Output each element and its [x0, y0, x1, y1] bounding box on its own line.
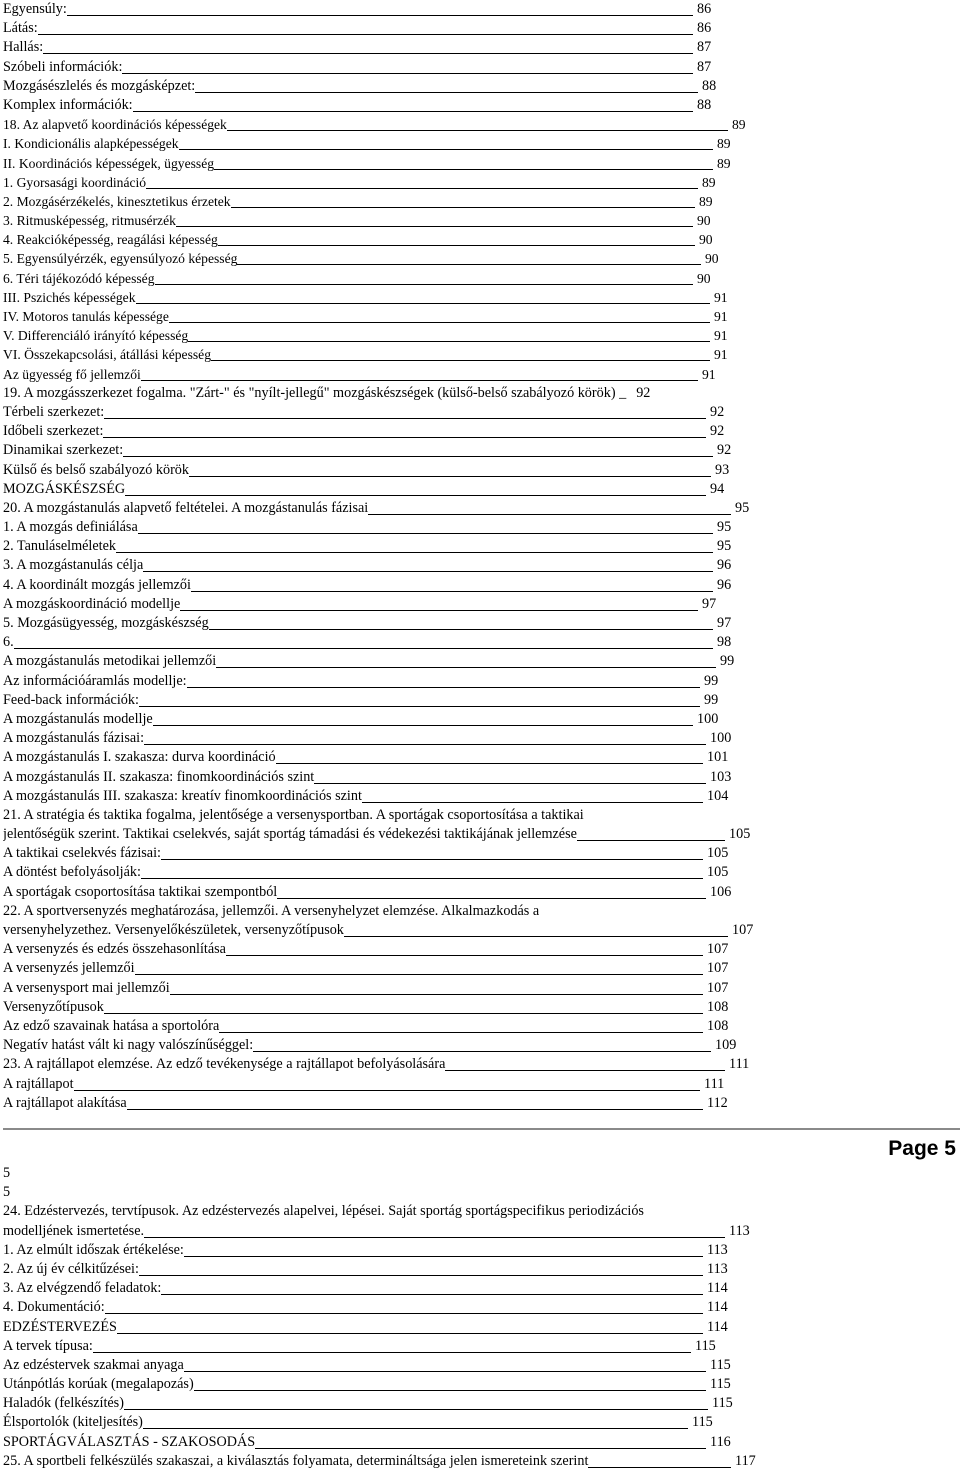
toc-leader-line	[139, 691, 700, 707]
toc-leader-line	[194, 1375, 706, 1391]
toc-leader-line	[143, 556, 713, 572]
toc-entry-title: Haladók (felkészítés)	[3, 1395, 124, 1412]
toc-page-number: 89	[717, 136, 731, 152]
page-number-text: 5	[3, 1184, 11, 1201]
toc-entry-title: 4. Reakcióképesség, reagálási képesség	[3, 232, 218, 248]
toc-entry-title: III. Pszichés képességek	[3, 289, 136, 305]
toc-entry-title: A versenysport mai jellemzői	[3, 979, 170, 996]
toc-leader-line	[231, 192, 695, 208]
toc-entry[interactable]	[3, 710, 960, 729]
toc-page-number: 89	[702, 174, 716, 190]
toc-leader-line	[161, 1279, 703, 1295]
toc-entry-title: I. Kondicionális alapképességek	[3, 136, 179, 152]
toc-page-number: 100	[710, 730, 732, 747]
toc-entry-title: Szóbeli információk:	[3, 58, 123, 75]
toc-entry-title: 6.	[3, 634, 14, 651]
toc-page-number: 91	[714, 309, 728, 324]
toc-entry[interactable]	[3, 1094, 960, 1113]
toc-leader-line	[74, 1075, 700, 1091]
toc-leader-line	[153, 710, 693, 726]
toc-entry[interactable]	[3, 499, 960, 518]
toc-entry-title: versenyhelyzethez. Versenyelőkészületek, versenyzőtípusok	[3, 922, 344, 938]
toc-entry[interactable]	[3, 825, 960, 844]
toc-page-number: 91	[714, 289, 728, 305]
toc-entry-title: Az edzéstervek szakmai anyaga	[3, 1356, 184, 1373]
toc-entry[interactable]	[3, 959, 960, 978]
toc-leader-line	[170, 979, 703, 995]
toc-page-number: 86	[697, 1, 712, 17]
toc-entry-title: 3. Az elvégzendő feladatok:	[3, 1280, 162, 1297]
toc-page-number: 92	[710, 423, 725, 440]
toc-page-number: 90	[697, 213, 711, 229]
toc-entry[interactable]	[3, 998, 960, 1017]
toc-leader-line	[179, 134, 713, 150]
toc-page-number: 100	[697, 710, 719, 727]
toc-entry-title: Egyensúly:	[3, 1, 67, 17]
toc-leader-line	[155, 269, 694, 285]
toc-leader-line	[124, 1394, 708, 1410]
toc-leader-line	[218, 230, 695, 246]
toc-entry[interactable]	[3, 384, 960, 403]
toc-leader-line	[209, 614, 713, 630]
toc-entry[interactable]	[3, 115, 960, 134]
toc-page-number: 107	[707, 979, 729, 996]
toc-entry[interactable]	[3, 1279, 960, 1298]
toc-entry[interactable]	[3, 249, 960, 268]
toc-entry-title-line: 22. A sportversenyzés meghatározása, jellemzői. A versenyhelyzet elemzése. Alkalmazkodás a	[3, 902, 540, 919]
toc-leader-line	[314, 768, 706, 784]
toc-entry-title: A mozgástanulás I. szakasza: durva koordináció	[3, 749, 276, 766]
toc-page-number: 89	[717, 155, 731, 171]
toc-entry[interactable]	[3, 1298, 960, 1317]
toc-entry[interactable]	[3, 422, 960, 441]
toc-entry[interactable]	[3, 883, 960, 902]
toc-leader-line	[189, 461, 711, 477]
toc-leader-line	[116, 537, 713, 553]
toc-leader-line	[255, 1433, 706, 1449]
toc-page-number: 97	[717, 615, 732, 631]
toc-entry-title: Dinamikai szerkezet:	[3, 442, 124, 459]
toc-entry-title: Mozgásészlelés és mozgásképzet:	[3, 77, 196, 94]
toc-entry-title: A sportágak csoportosítása taktikai szempontból	[3, 883, 278, 900]
toc-entry-title: 5. Mozgásügyesség, mozgáskészség	[3, 615, 209, 631]
toc-page-number: 88	[702, 77, 717, 94]
toc-page-number: 93	[715, 461, 730, 478]
toc-entry[interactable]	[3, 1375, 960, 1394]
toc-section-bottom	[3, 1241, 960, 1471]
toc-page-number: 95	[717, 538, 732, 555]
toc-entry-title: A mozgástanulás fázisai:	[3, 730, 145, 747]
toc-entry[interactable]	[3, 1241, 960, 1260]
toc-entry-title: A mozgástanulás modellje	[3, 710, 153, 727]
toc-entry[interactable]	[3, 1260, 960, 1279]
toc-leader-line	[161, 844, 703, 860]
toc-page-number: 114	[707, 1280, 728, 1297]
toc-entry-title: Térbeli szerkezet:	[3, 403, 105, 420]
toc-entry-title: 1. A mozgás definiálása	[3, 519, 138, 536]
toc-page-number: 99	[704, 691, 719, 708]
toc-page-number: 113	[729, 1222, 750, 1239]
toc-leader-line	[67, 0, 693, 16]
toc-leader-line	[226, 940, 703, 956]
toc-entry-title: 2. Tanuláselméletek	[3, 538, 116, 555]
toc-entry-title: Az információáramlás modellje:	[3, 672, 187, 689]
toc-page-number: 101	[707, 749, 729, 766]
toc-leader-line	[135, 959, 703, 975]
toc-page-number: 108	[707, 1017, 729, 1034]
toc-page-number: 104	[707, 787, 729, 804]
toc-page-number: 111	[729, 1056, 750, 1073]
toc-leader-line	[141, 365, 698, 381]
toc-entry[interactable]	[3, 614, 960, 633]
toc-entry[interactable]	[3, 96, 960, 115]
toc-entry-title: jelentőségük szerint. Taktikai cselekvés, saját sportág támadási és védekezési taktikájának jellemzése	[3, 826, 577, 843]
toc-entry-title: Időbeli szerkezet:	[3, 423, 104, 440]
toc-entry-title: A mozgáskoordináció modellje	[3, 595, 181, 612]
toc-entry[interactable]	[3, 595, 960, 614]
toc-leader-line	[214, 154, 713, 170]
toc-page-number: 115	[695, 1337, 716, 1354]
toc-entry-title: modelljének ismertetése.	[3, 1222, 145, 1239]
toc-leader-line	[104, 998, 703, 1014]
toc-leader-line	[362, 787, 703, 803]
toc-leader-line	[117, 1318, 703, 1334]
toc-leader-line	[146, 173, 698, 189]
toc-entry[interactable]	[3, 691, 960, 710]
toc-entry-title: Negatív hatást vált ki nagy valószínűséggel:	[3, 1037, 254, 1054]
toc-entry-title: 20. A mozgástanulás alapvető feltételei. A mozgástanulás fázisai	[3, 499, 369, 516]
toc-entry[interactable]	[3, 1452, 960, 1471]
toc-page-number: 105	[707, 864, 729, 881]
toc-entry-title: Az ügyesség fő jellemzői	[3, 366, 141, 382]
toc-entry-title: Feed-back információk:	[3, 691, 139, 708]
toc-leader-line	[344, 921, 728, 937]
toc-page-number: 105	[707, 845, 729, 862]
toc-entry[interactable]	[3, 77, 960, 96]
toc-entry-title: A rajtállapot	[3, 1075, 74, 1092]
toc-entry-title: 18. Az alapvető koordinációs képességek	[3, 117, 227, 133]
toc-entry[interactable]	[3, 979, 960, 998]
toc-entry-title: Utánpótlás korúak (megalapozás)	[3, 1376, 194, 1393]
toc-leader-line	[136, 288, 711, 304]
toc-entry-title: Élsportolók (kiteljesítés)	[3, 1414, 143, 1431]
toc-entry-title: A versenyzés és edzés összehasonlítása	[3, 941, 226, 958]
toc-entry[interactable]	[3, 345, 960, 364]
toc-entry[interactable]	[3, 58, 960, 77]
toc-page-number: 99	[704, 672, 719, 689]
toc-entry[interactable]	[3, 269, 960, 288]
toc-entry[interactable]	[3, 940, 960, 959]
toc-entry[interactable]	[3, 787, 960, 806]
toc-entry[interactable]	[3, 211, 960, 230]
toc-entry[interactable]	[3, 288, 960, 307]
toc-entry-title: 3. Ritmusképesség, ritmusérzék	[3, 213, 176, 229]
toc-page-number: 114	[707, 1299, 728, 1316]
toc-entry-title: 25. A sportbeli felkészülés szakaszai, a kiválasztás folyamata, determináltsága jelen ismereteink szerint	[3, 1452, 589, 1469]
toc-leader-line	[445, 1055, 725, 1071]
toc-entry[interactable]	[3, 365, 960, 384]
toc-page-number: 98	[717, 634, 732, 651]
toc-leader-line	[176, 211, 693, 227]
toc-entry-title: Látás:	[3, 20, 38, 37]
toc-page-number: 87	[697, 58, 712, 75]
toc-leader-line	[144, 729, 706, 745]
toc-entry[interactable]	[3, 307, 960, 326]
toc-leader-line	[139, 1260, 703, 1276]
toc-page-number: 107	[707, 941, 729, 958]
toc-page-number: 115	[692, 1414, 713, 1431]
toc-page-number: 105	[729, 826, 751, 843]
toc-entry-title: Komplex információk:	[3, 96, 133, 113]
toc-page-number: 99	[720, 653, 735, 670]
toc-page-number: 89	[699, 193, 713, 209]
toc-entry-title: 4. A koordinált mozgás jellemzői	[3, 576, 191, 593]
toc-page-number: 91	[714, 347, 728, 363]
toc-leader-line	[191, 576, 713, 592]
toc-leader-line	[211, 345, 710, 361]
toc-leader-line	[227, 115, 728, 131]
toc-page-number: 95	[717, 519, 732, 536]
toc-entry[interactable]	[3, 1318, 960, 1337]
toc-page-number: 96	[717, 576, 732, 593]
toc-entry[interactable]	[3, 576, 960, 595]
toc-page-number: 106	[710, 883, 732, 900]
toc-entry[interactable]	[3, 1394, 960, 1413]
toc-entry-title: 5. Egyensúlyérzék, egyensúlyozó képesség	[3, 251, 238, 267]
toc-entry[interactable]	[3, 134, 960, 153]
toc-page-number: 103	[710, 768, 732, 785]
toc-section-22-sub	[3, 940, 960, 1113]
toc-page-number: 114	[707, 1318, 728, 1335]
toc-entry[interactable]	[3, 403, 960, 422]
toc-entry-title: A mozgástanulás II. szakasza: finomkoordinációs szint	[3, 768, 315, 785]
toc-page	[3, 0, 960, 1113]
toc-entry[interactable]	[3, 921, 960, 940]
toc-entry[interactable]	[3, 729, 960, 748]
toc-entry-title: Külső és belső szabályozó körök	[3, 461, 189, 478]
toc-entry[interactable]	[3, 844, 960, 863]
toc-page-number: 92	[710, 403, 725, 420]
toc-leader-line	[368, 499, 731, 515]
toc-entry-title: 6. Téri tájékozódó képesség	[3, 270, 155, 286]
toc-entry-title: 2. Az új év célkitűzései:	[3, 1260, 139, 1277]
toc-page-number: 97	[702, 595, 717, 612]
toc-page-number: 96	[717, 557, 732, 574]
toc-entry-22[interactable]	[3, 902, 960, 940]
toc-entry[interactable]	[3, 863, 960, 882]
toc-page-number: 115	[712, 1395, 733, 1412]
toc-entry[interactable]	[3, 1222, 960, 1241]
toc-page-number: 116	[710, 1433, 731, 1450]
toc-entry-title: Az edző szavainak hatása a sportolóra	[3, 1017, 220, 1034]
toc-entry[interactable]	[3, 192, 960, 211]
toc-section-top	[3, 0, 960, 806]
toc-entry-title: A tervek típusa:	[3, 1337, 93, 1354]
toc-page-number: 111	[704, 1075, 725, 1092]
toc-entry-title: A döntést befolyásolják:	[3, 864, 141, 881]
toc-entry[interactable]	[3, 230, 960, 249]
toc-entry[interactable]	[3, 1017, 960, 1036]
toc-entry[interactable]	[3, 1055, 960, 1074]
toc-entry-title: 3. A mozgástanulás célja	[3, 557, 144, 574]
toc-page-5	[3, 1164, 960, 1471]
toc-leader-line	[125, 480, 706, 496]
toc-entry[interactable]	[3, 441, 960, 460]
toc-entry[interactable]	[3, 1433, 960, 1452]
toc-entry-title: A versenyzés jellemzői	[3, 960, 135, 977]
toc-entry-title: 23. A rajtállapot elemzése. Az edző tevékenysége a rajtállapot befolyásolására	[3, 1056, 446, 1073]
toc-entry-title: 1. Az elmúlt időszak értékelése:	[3, 1241, 184, 1258]
toc-page-number: 89	[732, 117, 746, 133]
toc-entry-title: SPORTÁGVÁLASZTÁS - SZAKOSODÁS	[3, 1433, 256, 1450]
toc-page-number: 115	[710, 1376, 731, 1393]
toc-entry[interactable]	[3, 480, 960, 499]
toc-leader-line	[43, 38, 693, 54]
toc-entry[interactable]	[3, 652, 960, 671]
toc-leader-line	[93, 1337, 691, 1353]
toc-leader-line	[133, 96, 693, 112]
toc-entry-title: V. Differenciáló irányító képesség	[3, 328, 189, 344]
toc-leader-line	[14, 633, 713, 649]
toc-entry-title: 4. Dokumentáció:	[3, 1299, 105, 1316]
toc-entry[interactable]	[3, 537, 960, 556]
toc-leader-line	[138, 518, 713, 534]
toc-leader-line	[38, 19, 693, 35]
toc-leader-line	[219, 1017, 703, 1033]
toc-entry[interactable]	[3, 1036, 960, 1055]
toc-entry-title: II. Koordinációs képességek, ügyesség	[3, 155, 215, 171]
toc-page-number: 86	[697, 20, 712, 37]
toc-leader-line	[103, 422, 706, 438]
toc-page-number: 90	[697, 270, 711, 286]
toc-entry[interactable]	[3, 672, 960, 691]
toc-entry-title: EDZÉSTERVEZÉS	[3, 1318, 117, 1335]
toc-page-number: 113	[707, 1241, 728, 1258]
toc-entry-title-line: 24. Edzéstervezés, tervtípusok. Az edzéstervezés alapelvei, lépései. Saját sportág sportágspecifikus periodizációs	[3, 1203, 644, 1220]
toc-leader-line	[143, 1413, 688, 1429]
toc-section-21-sub	[3, 844, 960, 902]
toc-entry-title: 19. A mozgásszerkezet fogalma. "Zárt-" és "nyílt-jellegű" mozgáskészségek (külső-belső szabályozó körök) _	[3, 384, 627, 401]
toc-leader-line	[104, 403, 706, 419]
toc-entry[interactable]	[3, 173, 960, 192]
toc-entry-title: 1. Gyorsasági koordináció	[3, 174, 147, 190]
toc-leader-line	[577, 825, 725, 841]
toc-page-number: 92	[717, 442, 732, 459]
toc-leader-line	[169, 307, 710, 323]
toc-entry[interactable]	[3, 19, 960, 38]
toc-leader-line	[184, 1241, 703, 1257]
toc-entry-title: MOZGÁSKÉSZSÉG	[3, 480, 126, 497]
toc-leader-line	[122, 58, 693, 74]
toc-leader-line	[123, 441, 713, 457]
toc-page-number: 94	[710, 480, 725, 497]
toc-leader-line	[187, 672, 700, 688]
toc-page-number: 95	[735, 499, 750, 516]
toc-leader-line	[253, 1036, 711, 1052]
toc-entry-title: VI. Összekapcsolási, átállási képesség	[3, 347, 211, 363]
toc-entry-title: IV. Motoros tanulás képessége	[3, 309, 169, 324]
toc-entry[interactable]	[3, 518, 960, 537]
toc-entry[interactable]	[3, 461, 960, 480]
toc-entry[interactable]	[3, 768, 960, 787]
toc-entry[interactable]	[3, 1356, 960, 1375]
toc-entry[interactable]	[3, 38, 960, 57]
toc-entry[interactable]	[3, 1075, 960, 1094]
toc-entry-title: A taktikai cselekvés fázisai:	[3, 845, 161, 862]
toc-entry-24[interactable]	[3, 1202, 960, 1240]
toc-entry-title: A mozgástanulás metodikai jellemzői	[3, 653, 217, 670]
toc-page-number: 109	[715, 1037, 737, 1054]
toc-page-number: 91	[702, 366, 716, 382]
toc-leader-line	[195, 77, 698, 93]
toc-page-number: 87	[697, 39, 712, 56]
toc-page-number: 92	[636, 384, 651, 401]
toc-leader-line	[180, 595, 698, 611]
toc-leader-line	[127, 1094, 703, 1110]
toc-entry[interactable]	[3, 633, 960, 652]
page-divider	[3, 1128, 960, 1130]
toc-entry[interactable]	[3, 0, 960, 19]
page-number-text: 5	[3, 1165, 11, 1181]
toc-leader-line	[184, 1356, 706, 1372]
toc-entry-21[interactable]	[3, 806, 960, 844]
toc-page-number: 113	[707, 1260, 728, 1277]
toc-entry[interactable]	[3, 556, 960, 575]
toc-entry[interactable]	[3, 326, 960, 345]
toc-page-number: 107	[707, 960, 729, 977]
toc-entry-title: Versenyzőtípusok	[3, 998, 104, 1015]
toc-leader-line	[105, 1298, 703, 1314]
toc-leader-line	[276, 748, 703, 764]
toc-leader-line	[216, 652, 716, 668]
toc-entry[interactable]	[3, 1337, 960, 1356]
toc-page-number: 88	[697, 96, 712, 113]
toc-leader-line	[188, 326, 710, 342]
toc-entry[interactable]	[3, 1413, 960, 1432]
toc-page-number: 112	[707, 1094, 728, 1111]
toc-page-number: 91	[714, 328, 728, 344]
toc-leader-line	[277, 883, 706, 899]
toc-page-number: 90	[705, 251, 719, 267]
toc-page-number: 107	[732, 922, 754, 938]
toc-entry-title: A mozgástanulás III. szakasza: kreatív finomkoordinációs szint	[3, 787, 362, 804]
toc-entry-title-line: 21. A stratégia és taktika fogalma, jelentősége a versenysportban. A sportágak csoportosítása a taktikai	[3, 806, 584, 823]
toc-leader-line	[141, 863, 703, 879]
toc-page-number: 115	[710, 1356, 731, 1373]
toc-entry-title: Hallás:	[3, 39, 44, 56]
toc-leader-line	[588, 1452, 731, 1468]
toc-leader-line	[144, 1222, 725, 1238]
toc-page-number: 90	[699, 232, 713, 248]
toc-entry[interactable]	[3, 748, 960, 767]
toc-entry[interactable]	[3, 154, 960, 173]
toc-page-number: 108	[707, 998, 729, 1015]
toc-leader-line	[237, 249, 701, 265]
toc-entry-title: A rajtállapot alakítása	[3, 1094, 127, 1111]
toc-page-number: 117	[735, 1452, 756, 1469]
toc-entry-title: 2. Mozgásérzékelés, kinesztetikus érzetek	[3, 193, 231, 209]
page-number-label: Page 5	[888, 1137, 956, 1160]
